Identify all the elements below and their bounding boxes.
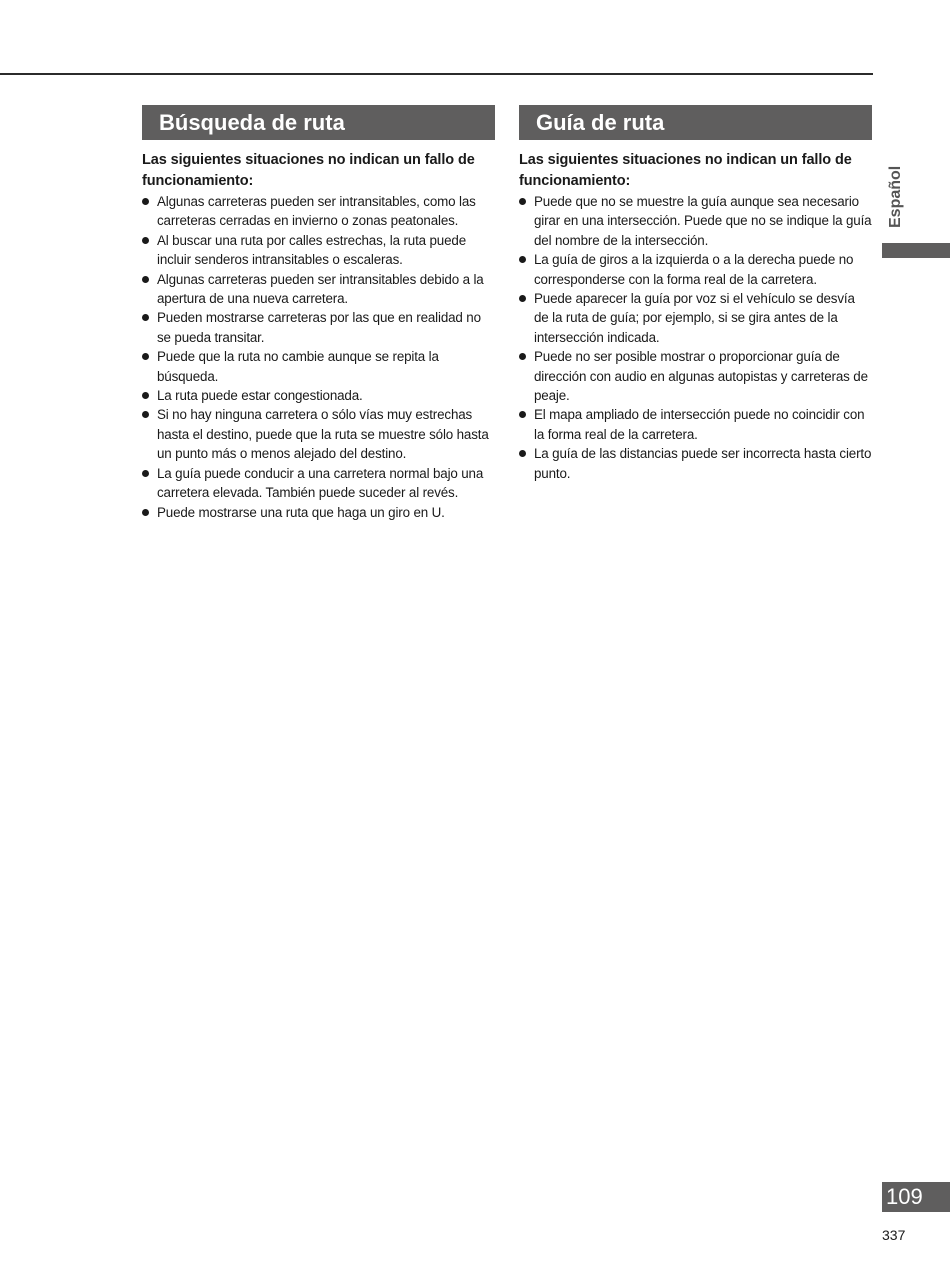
list-item [142,270,495,309]
list-item-text: Pueden mostrarse carreteras por las que en realidad no se pueda transitar. [157,310,481,345]
list-item [519,444,872,483]
list-item-text: La ruta puede estar congestionada. [157,388,363,404]
section-guia-de-ruta [519,105,872,483]
list-item [519,289,872,347]
bullet-icon [142,470,149,477]
list-item-text: El mapa ampliado de intersección puede no coincidir con la forma real de la carretera. [534,407,865,442]
bullet-icon [519,411,526,418]
bullet-icon [519,295,526,302]
bullet-icon [142,198,149,205]
list-item-text: La guía puede conducir a una carretera normal bajo una carretera elevada. También puede suceder al revés. [157,465,484,501]
list-item-text: Puede que la ruta no cambie aunque se repita la búsqueda. [157,349,439,384]
section-title: Guía de ruta [519,105,872,140]
bullet-list [519,192,872,483]
list-item [142,386,495,405]
bullet-icon [142,276,149,283]
bullet-icon [142,509,149,516]
list-item-text: La guía de las distancias puede ser incorrecta hasta cierto punto. [534,446,872,481]
language-tab-label: Español [887,165,904,228]
bullet-list [142,192,495,522]
bullet-icon [142,314,149,321]
list-item [519,347,872,405]
section-intro: Las siguientes situaciones no indican un fallo de funcionamiento: [142,152,475,189]
section-title: Búsqueda de ruta [142,105,495,140]
bullet-icon [142,392,149,399]
list-item-text: Algunas carreteras pueden ser intransitables debido a la apertura de una nueva carretera. [157,271,484,307]
list-item-text: Al buscar una ruta por calles estrechas, la ruta puede incluir senderos intransitables o escaleras. [157,232,466,268]
list-item [142,405,495,463]
list-item [142,347,495,386]
bullet-icon [519,256,526,263]
language-tab-marker [882,243,950,258]
bullet-icon [142,353,149,360]
list-item [519,250,872,289]
bullet-icon [142,411,149,418]
top-rule [0,73,873,75]
page-number: 109 [882,1182,950,1212]
list-item-text: Puede mostrarse una ruta que haga un giro en U. [157,504,445,520]
list-item-text: La guía de giros a la izquierda o a la derecha puede no corresponderse con la forma real de la carretera. [534,252,854,287]
bullet-icon [142,237,149,244]
list-item-text: Puede aparecer la guía por voz si el vehículo se desvía de la ruta de guía; por ejemplo, si se gira antes de la intersección indicada. [534,291,855,345]
bullet-icon [519,353,526,360]
list-item [142,464,495,503]
list-item-text: Puede no ser posible mostrar o proporcionar guía de dirección con audio en algunas autopistas y carreteras de peaje. [534,349,868,404]
list-item [142,308,495,347]
list-item [142,192,495,231]
section-intro: Las siguientes situaciones no indican un fallo de funcionamiento: [519,152,852,189]
list-item-text: Algunas carreteras pueden ser intransitables, como las carreteras cerradas en invierno o zonas peatonales. [157,194,476,229]
bullet-icon [519,450,526,457]
list-item [142,503,495,522]
section-busqueda-de-ruta [142,105,495,522]
bullet-icon [519,198,526,205]
list-item [519,192,872,250]
list-item-text: Puede que no se muestre la guía aunque sea necesario girar en una intersección. Puede que no se indique la guía del nombre de la intersección. [534,194,872,248]
list-item [519,405,872,444]
list-item [142,231,495,270]
sheet-number: 337 [882,1227,906,1243]
list-item-text: Si no hay ninguna carretera o sólo vías muy estrechas hasta el destino, puede que la ruta se muestre sólo hasta un punto más o menos alejado del destino. [157,407,489,462]
